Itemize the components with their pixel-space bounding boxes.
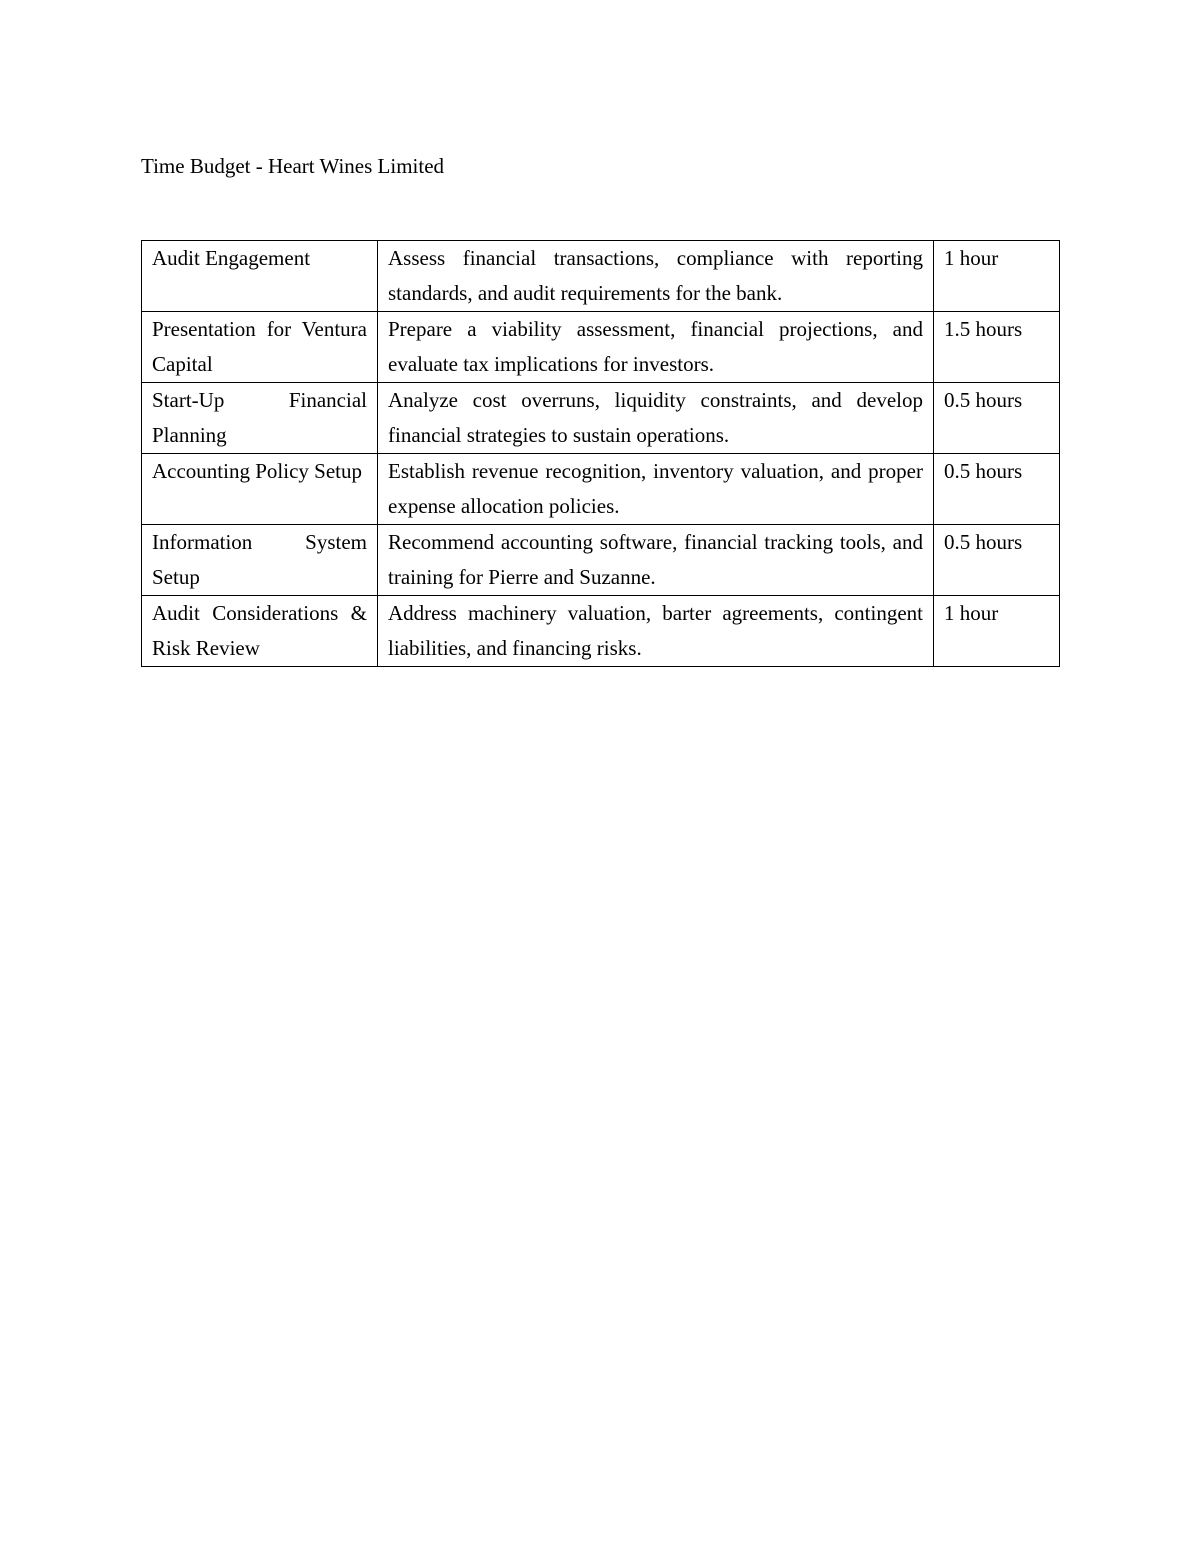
time-cell: 1.5 hours — [934, 312, 1060, 383]
task-cell: Audit Engagement — [142, 241, 378, 312]
task-cell: Audit Considerations & Risk Review — [142, 596, 378, 667]
table-row — [142, 241, 1060, 312]
table-row — [142, 596, 1060, 667]
table-row — [142, 525, 1060, 596]
time-cell: 0.5 hours — [934, 454, 1060, 525]
time-cell: 1 hour — [934, 596, 1060, 667]
description-cell: Prepare a viability assessment, financial projections, and evaluate tax implications for investors. — [378, 312, 934, 383]
table-row — [142, 454, 1060, 525]
time-cell: 0.5 hours — [934, 525, 1060, 596]
description-cell: Recommend accounting software, financial tracking tools, and training for Pierre and Suzanne. — [378, 525, 934, 596]
task-cell: Start-Up Financial Planning — [142, 383, 378, 454]
task-cell: Presentation for Ventura Capital — [142, 312, 378, 383]
time-budget-table — [141, 240, 1060, 667]
table-row — [142, 383, 1060, 454]
task-cell: Accounting Policy Setup — [142, 454, 378, 525]
time-cell: 0.5 hours — [934, 383, 1060, 454]
page-title: Time Budget - Heart Wines Limited — [141, 154, 445, 178]
task-cell: Information System Setup — [142, 525, 378, 596]
description-cell: Address machinery valuation, barter agreements, contingent liabilities, and financing risks. — [378, 596, 934, 667]
description-cell: Assess financial transactions, compliance with reporting standards, and audit requirements for the bank. — [378, 241, 934, 312]
time-cell: 1 hour — [934, 241, 1060, 312]
table-row — [142, 312, 1060, 383]
description-cell: Analyze cost overruns, liquidity constraints, and develop financial strategies to sustain operations. — [378, 383, 934, 454]
description-cell: Establish revenue recognition, inventory valuation, and proper expense allocation policies. — [378, 454, 934, 525]
